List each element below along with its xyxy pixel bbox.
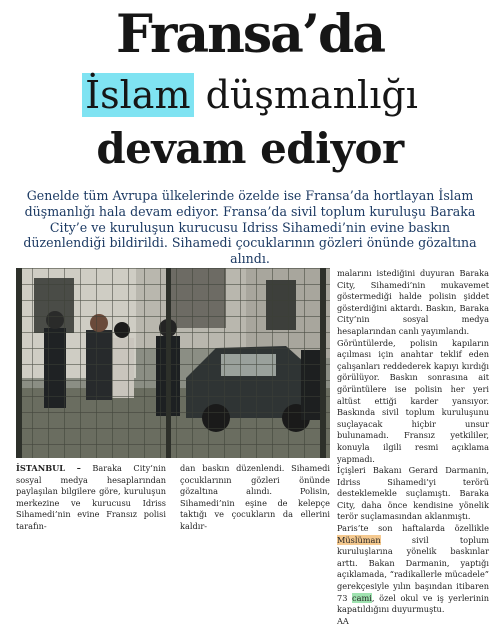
right-column-paragraph: İçişleri Bakanı Gerard Darmanin, Idriss Sihamedi’yi terörü desteklemekle suçlamıştı. Baraka City, daha önce kendisine yönelik terör suçlamasından aklanmıştı. — [337, 465, 489, 522]
bottom-left-column — [16, 463, 166, 533]
news-photo — [16, 268, 330, 458]
bottom-columns — [16, 463, 330, 531]
dateline: İSTANBUL – — [16, 463, 81, 473]
headline-line1: Fransa’da — [115, 4, 385, 65]
headline-highlight-word: İslam — [82, 73, 193, 117]
right-column-paragraph — [337, 523, 489, 616]
text-run: Paris’te son haftalarda özellikle — [337, 523, 489, 534]
lead-paragraph: Genelde tüm Avrupa ülkelerinde özelde ise Fransa’da hortlayan İslam düşmanlığı hala devam ediyor. Fransa’da sivil toplum kuruluşu Baraka City’e ve kuruluşun kurucusu Idriss Sihamedi’nin evine baskın düzenlendiği bildirildi. Sihamedi çocuklarının gözleri önünde gözaltına alındı. — [23, 188, 477, 267]
headline-line2-rest: düşmanlığı — [205, 73, 418, 117]
right-column-paragraph: malarını istediğini duyuran Baraka City, Sihamedi’nin mukavemet göstermediği halde polisin şiddet gösterdiğini aktardı. Baskın, Baraka City’nin sosyal medya hesaplarından canlı yayımlandı. — [337, 268, 489, 336]
right-column-text — [337, 268, 489, 627]
highlight-muslim: Müslüman — [337, 534, 381, 545]
signature: AA — [337, 615, 349, 626]
bottom-middle-column: dan baskın düzenlendi. Sihamedi çocuklarının gözleri önünde gözaltına alındı. Polisin, Sihamedi’nin eşine de kelepçe taktığı ve çocukların da ellerini kaldır- — [180, 463, 330, 531]
highlight-mosque: cami — [352, 592, 372, 603]
headline-line3: devam ediyor — [96, 124, 404, 173]
text-run: sivil toplum kuruluşlarına yönelik baskınlar arttı. Bakan Darmanin, yaptığı açıklamada, “radikallerle mücadele” gerekçesiyle yılın başından itibaren 73 — [337, 534, 489, 603]
text-run: , özel okul ve iş yerlerinin kapatıldığını duyurmuştu. — [337, 592, 489, 615]
photo-illustration — [16, 268, 330, 458]
right-column-paragraph: Görüntülerde, polisin kapıların açılması için anahtar teklif eden çalışanları reddederek kapıyı kırdığı görülüyor. Baskın sonrasına ait görüntülere ise polisin her yeri altüst ettiği karder yansıyor. Baskında sivil toplum kuruluşunu suçlayacak hiçbir unsur bulunamadı. Fransız yetkililer, konuyla ilgili resmi açıklama yapmadı. — [337, 337, 489, 464]
bottom-left-text: Baraka City’nin sosyal medya hesaplarından paylaşılan bilgilere göre, kuruluşun merkezine ve kurucusu Idriss Sihamedi’nin evine Fransız polisi tarafın- — [16, 463, 166, 531]
headline-line2 — [0, 70, 500, 120]
